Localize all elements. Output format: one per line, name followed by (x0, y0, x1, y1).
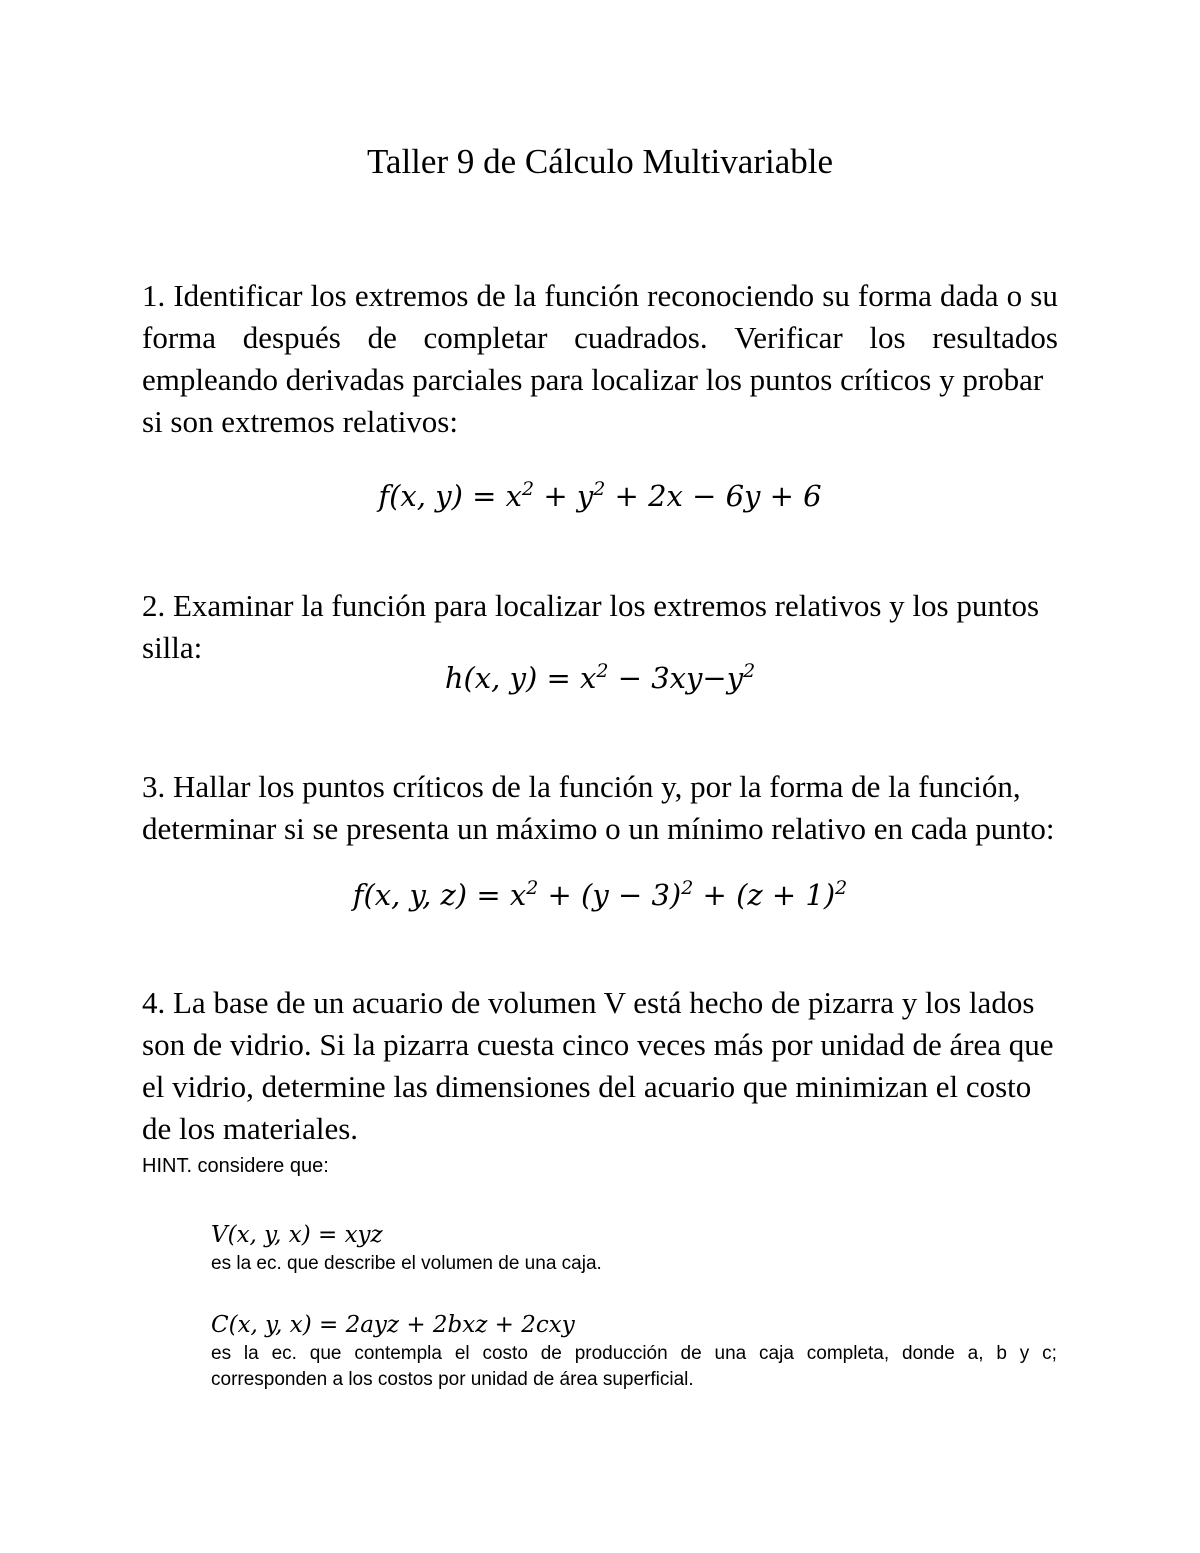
eq2-lhs: h(x, y) = x (444, 661, 597, 695)
word: completa, (806, 1343, 890, 1364)
word: es (211, 1343, 232, 1364)
word: resultados (932, 320, 1058, 355)
word: su (822, 278, 850, 313)
word: a, (967, 1343, 984, 1364)
problem-3-text (142, 766, 1058, 850)
volume-equation: V(x, y, x) = xyz (211, 1222, 383, 1248)
problem-3-line-2: determinar si se presenta un máximo o un mínimo relativo en cada punto: (142, 811, 1055, 846)
cost-equation: C(x, y, x) = 2ayz + 2bxz + 2cxy (211, 1312, 575, 1338)
cost-description-line-1 (211, 1341, 1057, 1367)
cost-description-line-2: corresponden a los costos por unidad de área superficial. (211, 1369, 694, 1390)
problem-1-line-2 (142, 317, 1058, 359)
word: o (1006, 278, 1023, 313)
problem-1-line-3: empleando derivadas parciales para localizar los puntos críticos y probar (142, 362, 1044, 397)
word: su (1030, 278, 1058, 313)
word: de (680, 1343, 702, 1364)
problem-4-line-1: 4. La base de un acuario de volumen V está hecho de pizarra y los lados (142, 985, 1035, 1020)
word: costo (482, 1343, 528, 1364)
problem-3-line-1: 3. Hallar los puntos críticos de la función y, por la forma de la función, (142, 769, 1021, 804)
word: b (996, 1343, 1007, 1364)
problem-1-equation (0, 474, 1200, 518)
word: los (310, 278, 347, 313)
eq1-lhs: f(x, y) = x (378, 479, 523, 513)
word: donde (901, 1343, 955, 1364)
problem-4-line-3: el vidrio, determine las dimensiones del acuario que minimizan el costo (142, 1069, 1032, 1104)
eq3-term-1: + (y − 3) (538, 878, 682, 912)
word: reconociendo (647, 278, 815, 313)
cost-description (211, 1341, 1057, 1393)
eq1-exp-2: 2 (593, 478, 606, 500)
problem-4-text (142, 982, 1058, 1150)
eq1-term-1: + y (534, 479, 594, 513)
problem-2-line-2: silla: (142, 630, 203, 665)
word: Verificar (734, 320, 843, 355)
word: después (242, 320, 341, 355)
problem-1-line-1 (142, 275, 1058, 317)
word: que (309, 1343, 342, 1364)
problem-2-equation (0, 656, 1200, 700)
problem-4-line-4: de los materiales. (142, 1111, 359, 1146)
word: extremos (354, 278, 469, 313)
word: dada (940, 278, 999, 313)
eq2-exp-2: 2 (743, 660, 756, 682)
word: ec. (271, 1343, 297, 1364)
eq3-exp-1: 2 (526, 877, 539, 899)
word: cuadrados. (574, 320, 708, 355)
word: forma (142, 320, 217, 355)
document-title: Taller 9 de Cálculo Multivariable (366, 142, 833, 181)
word: función (544, 278, 640, 313)
eq3-lhs: f(x, y, z) = x (352, 878, 527, 912)
eq2-exp-1: 2 (596, 660, 609, 682)
word: los (869, 320, 906, 355)
word: 1. (142, 278, 166, 313)
word: de (367, 320, 397, 355)
word: producción (574, 1343, 668, 1364)
volume-description: es la ec. que describe el volumen de una caja. (211, 1253, 602, 1274)
word: y (1019, 1343, 1030, 1364)
word: c; (1042, 1343, 1057, 1364)
problem-3-equation (0, 873, 1200, 917)
eq3-exp-3: 2 (835, 877, 848, 899)
word: completar (423, 320, 548, 355)
problem-2-line-1: 2. Examinar la función para localizar los extremos relativos y los puntos (142, 588, 1040, 623)
word: Identificar (173, 278, 303, 313)
eq3-term-2: + (z + 1) (693, 878, 836, 912)
hint-label: HINT. considere que: (142, 1155, 329, 1177)
problem-1-line-4: si son extremos relativos: (142, 404, 458, 439)
problem-1-text (142, 275, 1058, 443)
word: la (243, 1343, 259, 1364)
word: forma (857, 278, 932, 313)
word: la (513, 278, 537, 313)
word: caja (759, 1343, 794, 1364)
word: una (714, 1343, 747, 1364)
problem-4-line-2: son de vidrio. Si la pizarra cuesta cinco veces más por unidad de área que (142, 1027, 1054, 1062)
word: el (454, 1343, 470, 1364)
word: de (476, 278, 506, 313)
eq1-exp-1: 2 (522, 478, 535, 500)
eq3-exp-2: 2 (681, 877, 694, 899)
eq2-term-1: − 3xy−y (608, 661, 744, 695)
word: contempla (354, 1343, 442, 1364)
eq1-term-2: + 2x − 6y + 6 (605, 479, 822, 513)
word: de (540, 1343, 562, 1364)
